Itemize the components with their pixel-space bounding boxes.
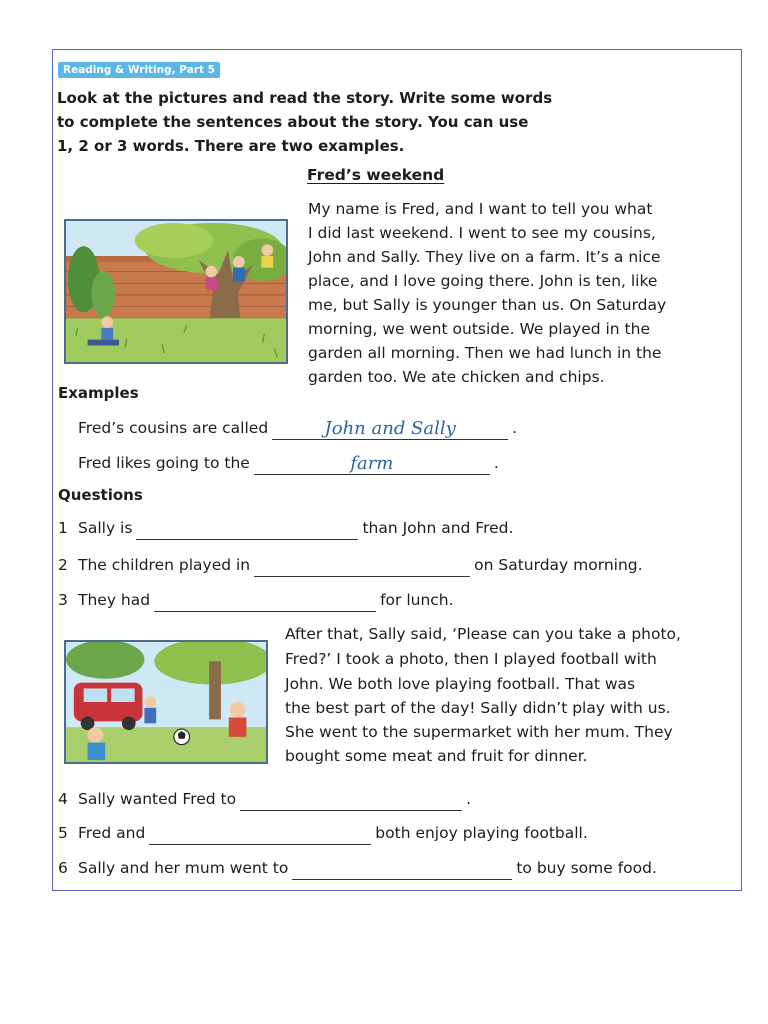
question-answer-field[interactable] [136,521,358,540]
story-text-line: me, but Sally is younger than us. On Saturday [308,296,667,314]
question-number: 3 [58,591,68,609]
example-answer: farm [350,453,394,474]
question-answer-field[interactable] [254,558,470,577]
question-ending: both enjoy playing football. [375,824,588,842]
example-ending: . [493,454,499,472]
story-text-line: She went to the supermarket with her mum. They [285,723,673,741]
example-ending: . [512,419,518,437]
example-answer-blank [272,418,508,440]
story-text-line: I did last weekend. I went to see my cousins, [308,224,656,242]
question-prompt: Sally is [78,519,133,537]
example-row [78,451,499,475]
story-text-line: the best part of the day! Sally didn’t play with us. [285,699,671,717]
example-answer: John and Sally [324,418,456,439]
question-number: 2 [58,556,68,574]
question-prompt: Fred and [78,824,146,842]
instructions-line-2: to complete the sentences about the story. You can use [57,113,529,131]
story-text-line: John. We both love playing football. That was [285,675,636,693]
question-ending: on Saturday morning. [474,556,643,574]
question-ending: for lunch. [380,591,454,609]
question-number: 1 [58,519,68,537]
example-prompt: Fred likes going to the [78,454,250,472]
instructions-line-3: 1, 2 or 3 words. There are two examples. [57,137,405,155]
story-text-line: My name is Fred, and I want to tell you what [308,200,653,218]
examples-heading: Examples [58,384,139,402]
question-number: 5 [58,824,68,842]
story-text-line: Fred?’ I took a photo, then I played football with [285,650,657,668]
story-text-line: garden all morning. Then we had lunch in the [308,344,662,362]
question-row [58,787,471,811]
story-title: Fred’s weekend [307,166,445,184]
football-photo-picture [64,640,268,764]
example-answer-blank [254,453,490,475]
story-text-line: place, and I love going there. John is ten, like [308,272,658,290]
story-text-line: morning, we went outside. We played in the [308,320,650,338]
question-prompt: Sally wanted Fred to [78,790,237,808]
question-row [58,553,643,577]
question-row [58,856,657,880]
question-row [58,516,513,540]
question-number: 6 [58,859,68,877]
question-prompt: The children played in [78,556,251,574]
question-prompt: Sally and her mum went to [78,859,289,877]
question-number: 4 [58,790,68,808]
garden-tree-climbing-picture [64,219,288,364]
question-answer-field[interactable] [292,861,512,880]
section-badge: Reading & Writing, Part 5 [58,62,220,78]
questions-heading: Questions [58,486,143,504]
question-answer-field[interactable] [154,593,376,612]
story-text-line: After that, Sally said, ‘Please can you take a photo, [285,625,681,643]
story-text-line: John and Sally. They live on a farm. It’s a nice [308,248,661,266]
question-row [58,588,454,612]
question-prompt: They had [78,591,151,609]
example-prompt: Fred’s cousins are called [78,419,269,437]
question-answer-field[interactable] [240,792,462,811]
question-ending: than John and Fred. [362,519,514,537]
story-text-line: garden too. We ate chicken and chips. [308,368,605,386]
question-ending: to buy some food. [516,859,657,877]
question-row [58,821,588,845]
question-answer-field[interactable] [149,826,371,845]
question-ending: . [466,790,472,808]
story-text-line: bought some meat and fruit for dinner. [285,747,588,765]
example-row [78,416,517,440]
instructions-line-1: Look at the pictures and read the story. Write some words [57,89,553,107]
